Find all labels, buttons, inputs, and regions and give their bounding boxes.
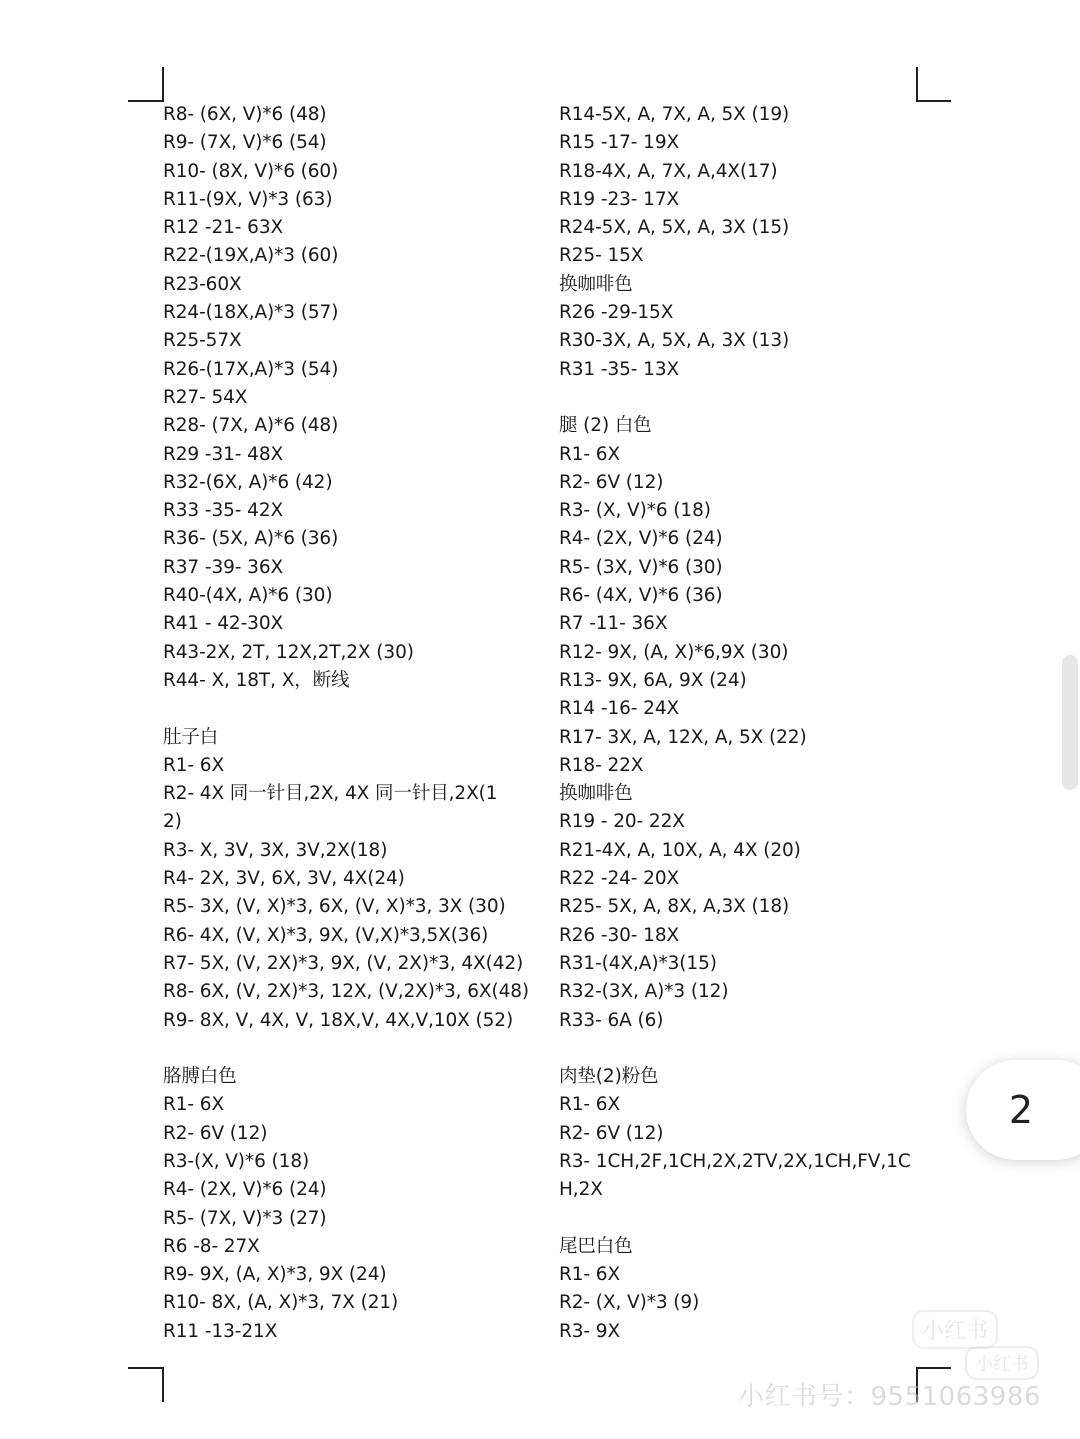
crop-mark-top-left-v (162, 67, 164, 102)
pattern-line: R12 -21- 63X (163, 217, 284, 239)
watermark-logo: 小红书 (912, 1310, 998, 1349)
blank-line (559, 1205, 924, 1233)
pattern-line: R32-(6X, A)*6 (42) (163, 471, 333, 493)
pattern-line: R26 -29-15X (559, 302, 674, 324)
pattern-line: R29 -31- 48X (163, 443, 284, 465)
right-column (559, 101, 924, 1346)
pattern-line: R25-57X (163, 330, 242, 352)
pattern-line: R9- 9X, (A, X)*3, 9X (24) (163, 1264, 387, 1286)
pattern-line: R28- (7X, A)*6 (48) (163, 415, 339, 437)
pattern-line: R18- 22X (559, 754, 644, 776)
crop-mark-top-right-v (916, 67, 918, 102)
pattern-line: 换咖啡色 (559, 783, 633, 805)
pattern-line: R3- X, 3V, 3X, 3V,2X(18) (163, 839, 388, 861)
pattern-line: R6- 4X, (V, X)*3, 9X, (V,X)*3,5X(36) (163, 924, 489, 946)
pattern-line: R6- (4X, V)*6 (36) (559, 585, 723, 607)
pattern-line: R31 -35- 13X (559, 358, 680, 380)
pattern-line: R3-(X, V)*6 (18) (163, 1150, 310, 1172)
blank-line (559, 1035, 924, 1063)
pattern-line: R2- 6V (12) (163, 1122, 268, 1144)
page-number-badge[interactable] (966, 1060, 1080, 1160)
pattern-line: R31-(4X,A)*3(15) (559, 952, 717, 974)
pattern-line: R24-5X, A, 5X, A, 3X (15) (559, 217, 790, 239)
pattern-line: R26 -30- 18X (559, 924, 680, 946)
scrollbar-thumb[interactable] (1062, 655, 1078, 790)
pattern-line: R19 -23- 17X (559, 188, 680, 210)
pattern-line: 胳膊白色 (163, 1066, 237, 1088)
crop-mark-bottom-left-v (162, 1367, 164, 1402)
pattern-line: R32-(3X, A)*3 (12) (559, 981, 729, 1003)
pattern-line: R8- 6X, (V, 2X)*3, 12X, (V,2X)*3, 6X(48) (163, 981, 530, 1003)
pattern-line: R3- 9X (559, 1320, 621, 1342)
pattern-line: R25- 5X, A, 8X, A,3X (18) (559, 896, 790, 918)
pattern-line: R41 - 42-30X (163, 613, 284, 635)
pattern-line: R2- (X, V)*3 (9) (559, 1292, 700, 1314)
pattern-line: R2- 6V (12) (559, 471, 664, 493)
pattern-line: R2- 4X 同一针目,2X, 4X 同一针目,2X(1 (163, 783, 498, 805)
pattern-line: R13- 9X, 6A, 9X (24) (559, 669, 747, 691)
pattern-line: R21-4X, A, 10X, A, 4X (20) (559, 839, 801, 861)
pattern-line: R1- 6X (559, 1264, 621, 1286)
pattern-line: R30-3X, A, 5X, A, 3X (13) (559, 330, 790, 352)
pattern-line: R5- (3X, V)*6 (30) (559, 556, 723, 578)
pattern-line: R11 -13-21X (163, 1320, 278, 1342)
pattern-line: R8- (6X, V)*6 (48) (163, 104, 327, 125)
pattern-line: R14 -16- 24X (559, 698, 680, 720)
pattern-line: R9- (7X, V)*6 (54) (163, 132, 327, 154)
pattern-line: R4- (2X, V)*6 (24) (559, 528, 723, 550)
pattern-line: R22 -24- 20X (559, 868, 680, 890)
pattern-line: R19 - 20- 22X (559, 811, 685, 833)
pattern-line: 肉垫(2)粉色 (559, 1066, 659, 1088)
pattern-line: R1- 6X (163, 1094, 225, 1116)
pattern-line: R17- 3X, A, 12X, A, 5X (22) (559, 726, 807, 748)
pattern-line: R4- 2X, 3V, 6X, 3V, 4X(24) (163, 868, 405, 890)
page-number: 2 (1008, 1088, 1034, 1132)
pattern-line: R33 -35- 42X (163, 500, 284, 522)
pattern-line: R18-4X, A, 7X, A,4X(17) (559, 160, 778, 182)
crop-mark-bottom-left-h (128, 1367, 163, 1369)
blank-line (163, 1035, 543, 1063)
pattern-line: R22-(19X,A)*3 (60) (163, 245, 339, 267)
pattern-line: R3- 1CH,2F,1CH,2X,2TV,2X,1CH,FV,1C (559, 1150, 911, 1172)
pattern-line: R9- 8X, V, 4X, V, 18X,V, 4X,V,10X (52) (163, 1009, 514, 1031)
pattern-line: R36- (5X, A)*6 (36) (163, 528, 339, 550)
crop-mark-top-left-h (128, 100, 163, 102)
pattern-line: R44- X, 18T, X，断线 (163, 669, 350, 691)
watermark-logo-small: 小红书 (965, 1346, 1039, 1380)
pattern-line: R23-60X (163, 273, 242, 295)
pattern-line: R6 -8- 27X (163, 1235, 260, 1257)
pattern-line: R33- 6A (6) (559, 1009, 664, 1031)
pattern-line: R5- 3X, (V, X)*3, 6X, (V, X)*3, 3X (30) (163, 896, 506, 918)
pattern-line: R4- (2X, V)*6 (24) (163, 1179, 327, 1201)
pattern-line: R15 -17- 19X (559, 132, 680, 154)
pattern-line: R1- 6X (559, 443, 621, 465)
pattern-line: R25- 15X (559, 245, 644, 267)
pattern-line: R7- 5X, (V, 2X)*3, 9X, (V, 2X)*3, 4X(42) (163, 952, 524, 974)
blank-line (163, 695, 543, 723)
pattern-line: R1- 6X (559, 1094, 621, 1116)
pattern-line: R24-(18X,A)*3 (57) (163, 302, 339, 324)
pattern-line: R10- 8X, (A, X)*3, 7X (21) (163, 1292, 399, 1314)
pattern-line: R40-(4X, A)*6 (30) (163, 585, 333, 607)
left-column (163, 101, 543, 1346)
pattern-line: R1- 6X (163, 754, 225, 776)
blank-line (559, 384, 924, 412)
watermark-text: 小红书号：9551063986 (738, 1382, 1041, 1412)
pattern-line: R2- 6V (12) (559, 1122, 664, 1144)
pattern-line: 换咖啡色 (559, 273, 633, 295)
pattern-line: R14-5X, A, 7X, A, 5X (19) (559, 104, 790, 125)
pattern-line: R37 -39- 36X (163, 556, 284, 578)
pattern-line: 尾巴白色 (559, 1235, 633, 1257)
pattern-line: R3- (X, V)*6 (18) (559, 500, 711, 522)
pattern-line: R10- (8X, V)*6 (60) (163, 160, 339, 182)
pattern-line: R26-(17X,A)*3 (54) (163, 358, 339, 380)
pattern-line: R43-2X, 2T, 12X,2T,2X (30) (163, 641, 414, 663)
pattern-line: R12- 9X, (A, X)*6,9X (30) (559, 641, 789, 663)
pattern-line: 2) (163, 811, 182, 833)
pattern-line: R27- 54X (163, 386, 248, 408)
pattern-line: R7 -11- 36X (559, 613, 668, 635)
pattern-line: R11-(9X, V)*3 (63) (163, 188, 333, 210)
pattern-line: 肚子白 (163, 726, 219, 748)
pattern-line: H,2X (559, 1179, 603, 1201)
pattern-line: R5- (7X, V)*3 (27) (163, 1207, 327, 1229)
crop-mark-bottom-right-h (916, 1367, 951, 1369)
pattern-line: 腿 (2) 白色 (559, 415, 652, 437)
